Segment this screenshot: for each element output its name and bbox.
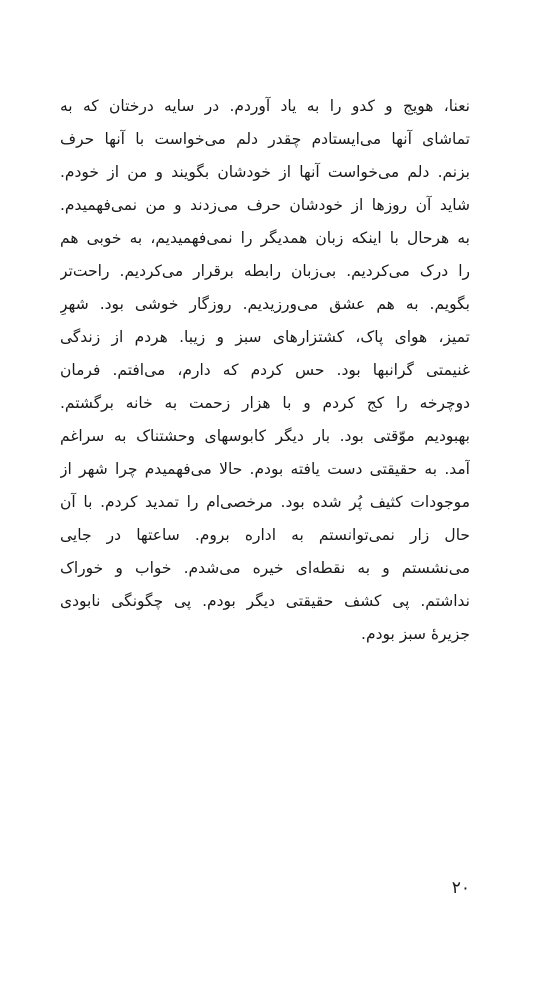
text-line: جزیرهٔ سبز بودم. [361, 625, 470, 643]
body-text [60, 90, 470, 651]
text-line: تماشای آنها می‌ایستادم چقدر دلم می‌خواست با آنها حرف [60, 130, 470, 148]
text-line: بگویم. به هم عشق می‌ورزیدیم. روزگار خوشی بود. شهرِ [60, 295, 470, 313]
text-line: شاید آن روزها از خودشان حرف می‌زدند و من نمی‌فهمیدم. [60, 196, 470, 214]
text-line: بهبودیم موّقتی بود. بار دیگر کابوسهای وحشتناک به سراغم [60, 427, 470, 445]
page-number: ۲۰ [451, 878, 470, 898]
text-line: دوچرخه را کج کردم و با هزار زحمت به خانه برگشتم. [60, 394, 470, 412]
text-line: نعنا، هویج و کدو را به یاد آوردم. در سایه درختان که به [60, 97, 470, 115]
text-line: حال زار نمی‌توانستم به اداره بروم. ساعتها در جایی [60, 526, 470, 544]
text-line: به هرحال با اینکه زبان همدیگر را نمی‌فهمیدیم، به خوبی هم [60, 229, 470, 247]
text-line: آمد. به حقیقتی دست یافته بودم. حالا می‌فهمیدم چرا شهر از [60, 460, 470, 478]
text-line: بزنم. دلم می‌خواست آنها از خودشان بگویند و من از خودم. [60, 163, 470, 181]
text-line: نداشتم. پی کشف حقیقتی دیگر بودم. پی چگونگی نابودی [60, 592, 470, 610]
text-line: غنیمتی گرانبها بود. حس کردم که دارم، می‌افتم. فرمان [60, 361, 470, 379]
text-line: می‌نشستم و به نقطه‌ای خیره می‌شدم. خواب و خوراک [60, 559, 470, 577]
text-line: موجودات کثیف پُر شده بود. مرخصی‌ام را تمدید کردم. با آن [60, 493, 470, 511]
text-line: تمیز، هوای پاک، کشتزارهای سبز و زیبا. هردم از زندگی [60, 328, 470, 346]
text-line: را درک می‌کردیم. بی‌زبان رابطه برقرار می‌کردیم. راحت‌تر [60, 262, 470, 280]
